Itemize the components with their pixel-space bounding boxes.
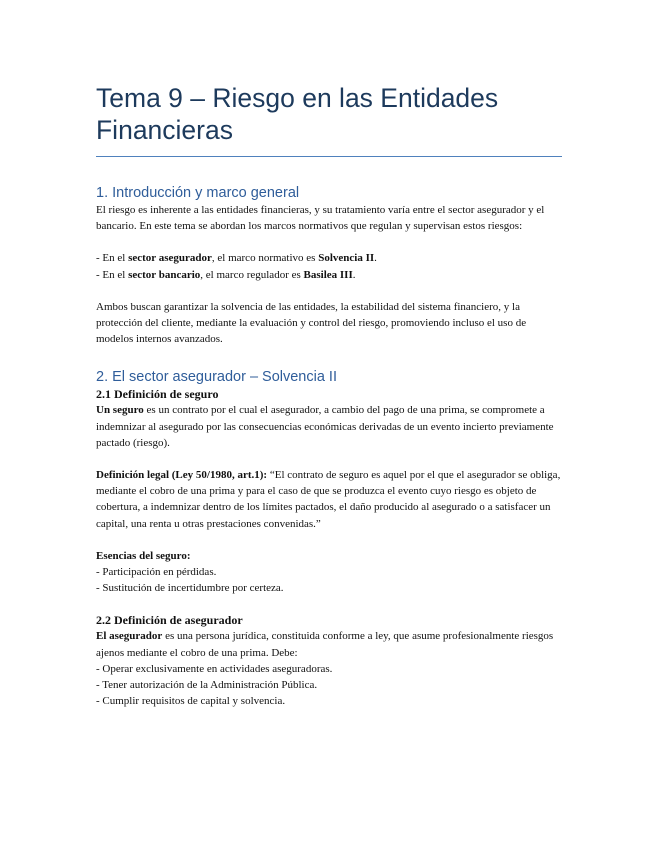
subsection-2-1-heading: 2.1 Definición de seguro (96, 387, 219, 402)
requirement-item: - Operar exclusivamente en actividades aseguradoras. (96, 662, 333, 675)
section-1-closing: Ambos buscan garantizar la solvencia de las entidades, la estabilidad del sistema financiero, y la protección del cliente, mediante la evaluación y control del riesgo, promoviendo incluso el uso de modelos internos avanzados. (96, 300, 527, 346)
section-1-intro: El riesgo es inherente a las entidades financieras, y su tratamiento varía entre el sector asegurador y el bancario. En este tema se abordan los marcos normativos que regulan y supervisan estos riesgos: (96, 204, 545, 233)
asegurador-definition: El asegurador es una persona jurídica, constituida conforme a ley, que asume profesionalmente riesgos ajenos mediante el cobro de una prima. Debe: (96, 630, 554, 659)
requirement-item: - Cumplir requisitos de capital y solvencia. (96, 695, 286, 708)
essence-heading: Esencias del seguro: (96, 549, 191, 562)
bullet-bancario: - En el sector bancario, el marco regulador es Basilea III. (96, 268, 356, 281)
document-title: Tema 9 – Riesgo en las Entidades Financieras (96, 83, 499, 145)
subsection-2-2-heading: 2.2 Definición de asegurador (96, 613, 243, 628)
bullet-asegurador: - En el sector asegurador, el marco normativo es Solvencia II. (96, 252, 377, 265)
essence-item: - Sustitución de incertidumbre por certeza. (96, 582, 284, 595)
requirement-item: - Tener autorización de la Administración Pública. (96, 679, 318, 692)
essence-item: - Participación en pérdidas. (96, 566, 217, 579)
legal-definition: Definición legal (Ley 50/1980, art.1): “El contrato de seguro es aquel por el que el asegurador se obliga, mediante el cobro de una prima y para el caso de que se produzca el evento cuyo riesgo es objeto de cobertura, a indemnizar dentro de los límites pactados, el daño producido al asegurado o a satisfacer un capital, una renta u otras prestaciones convenidas.” (96, 469, 561, 530)
section-2-heading: 2. El sector asegurador – Solvencia II (96, 369, 337, 386)
section-1-heading: 1. Introducción y marco general (96, 185, 300, 201)
seguro-definition: Un seguro es un contrato por el cual el asegurador, a cambio del pago de una prima, se compromete a indemnizar al asegurado por las consecuencias económicas derivadas de un evento incierto previamente pactado (riesgo). (96, 404, 554, 449)
document-body (96, 82, 562, 709)
